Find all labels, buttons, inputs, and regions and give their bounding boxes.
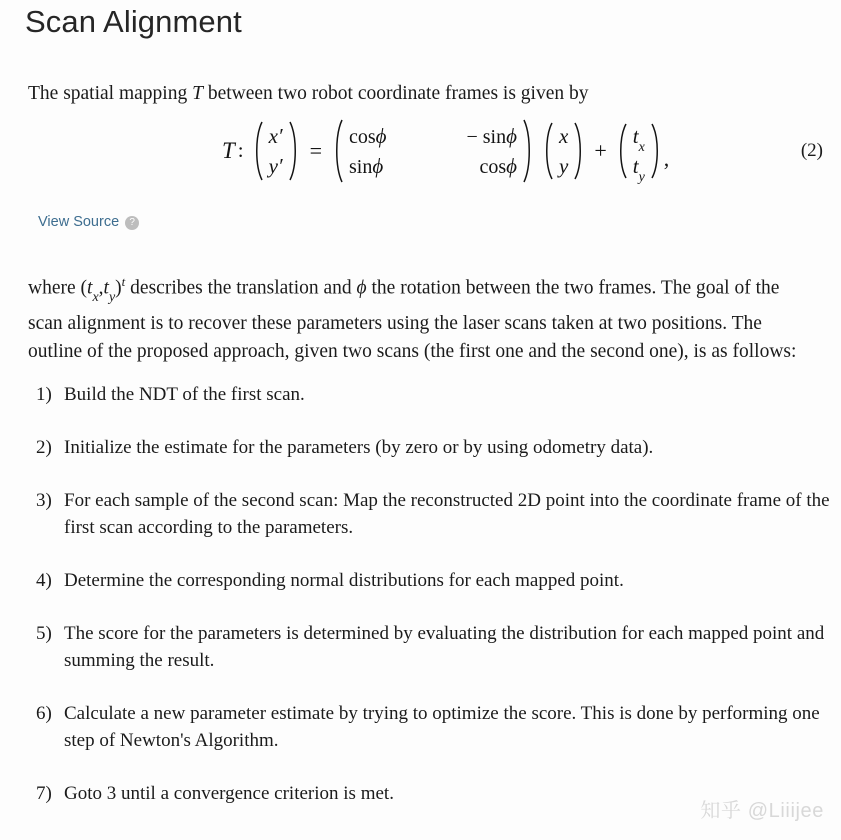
para-comma: , (98, 277, 104, 299)
para-sub-x: x (92, 290, 99, 306)
page-title: Scan Alignment (25, 4, 242, 39)
equation-plus: + (594, 138, 607, 163)
rhs-column-vector (541, 121, 586, 181)
list-item (36, 381, 836, 408)
list-item (36, 620, 836, 674)
step-marker: 4) (36, 570, 52, 591)
para-superscript-t: t (121, 274, 126, 289)
equation-equals: = (309, 138, 322, 163)
lhs-vector-x: x′ (268, 124, 283, 148)
para-segment-4: the rotation between the two frames. The goal of the scan alignment is to recover these parameters using the laser scans taken at two positions. The outline of the proposed approach, given two scans (the first one and the second one), is as follows: (28, 277, 797, 363)
paren-right-icon (288, 120, 301, 182)
watermark: 知乎 @Liiijee (700, 800, 824, 822)
matrix-cell-r1c2: − sinϕ (466, 124, 517, 148)
paren-right-icon (650, 122, 663, 180)
para-segment-1: where ( (28, 277, 88, 299)
step-text: Determine the corresponding normal distributions for each mapped point. (64, 570, 624, 591)
step-marker: 6) (36, 703, 52, 724)
rhs-vector-entries (554, 121, 573, 181)
equation-trailing-comma: , (663, 146, 670, 171)
rotation-matrix-entries (344, 118, 522, 184)
rhs-vector-x: x (558, 124, 569, 148)
step-marker: 1) (36, 384, 52, 405)
view-source-link[interactable] (38, 212, 139, 232)
translation-ty: $t_y$ (632, 154, 645, 186)
step-marker: 3) (36, 490, 52, 511)
paren-left-icon (251, 120, 264, 182)
intro-text-after: between two robot coordinate frames is given by (202, 83, 589, 104)
lhs-column-vector (251, 120, 301, 182)
step-text: Calculate a new parameter estimate by trying to optimize the score. This is done by performing one step of Newton's Algorithm. (64, 703, 820, 751)
list-item (36, 700, 836, 754)
para-sub-y: y (108, 290, 116, 306)
equation-colon: : (237, 137, 244, 162)
lhs-vector-y: y′ (268, 154, 283, 178)
steps-list (36, 381, 836, 833)
paren-left-icon (541, 121, 554, 181)
equation-expression (222, 118, 669, 184)
view-source-label: View Source (38, 214, 120, 230)
step-marker: 5) (36, 623, 52, 644)
equation-transform-label: T (222, 138, 235, 163)
list-item (36, 567, 836, 594)
paren-right-icon (522, 118, 535, 184)
step-text: Goto 3 until a convergence criterion is met. (64, 783, 394, 804)
para-t-symbol: t (87, 277, 93, 299)
translation-vector-entries (628, 122, 650, 186)
translation-vector (615, 122, 663, 186)
para-segment-3: describes the translation and (125, 277, 357, 299)
translation-tx: $t_x$ (632, 124, 645, 156)
rotation-matrix (331, 118, 535, 184)
intro-sentence (28, 80, 589, 108)
equation-number: (2) (800, 140, 823, 161)
step-text: The score for the parameters is determined by evaluating the distribution for each mapped point and summing the result. (64, 623, 825, 671)
paren-right-icon (573, 121, 586, 181)
list-item (36, 487, 836, 541)
matrix-cell-r2c1: sinϕ (348, 154, 384, 178)
paren-left-icon (331, 118, 344, 184)
equation-block (0, 118, 841, 188)
intro-text-before: The spatial mapping (28, 83, 193, 104)
step-text: Initialize the estimate for the parameters (by zero or by using odometry data). (64, 437, 654, 458)
matrix-cell-r1c1: cosϕ (348, 124, 387, 148)
step-marker: 7) (36, 783, 52, 804)
para-segment-2: ) (115, 277, 122, 299)
list-item (36, 434, 836, 461)
rhs-vector-y: y (558, 154, 569, 178)
step-text: For each sample of the second scan: Map the reconstructed 2D point into the coordinate frame of the first scan according to the parameters. (64, 490, 830, 538)
paren-left-icon (615, 122, 628, 180)
body-paragraph (28, 268, 818, 367)
para-t-symbol-2: t (103, 277, 109, 299)
para-phi-symbol: ϕ (356, 277, 367, 299)
matrix-cell-r2c2: cosϕ (479, 154, 517, 178)
help-circle-icon[interactable]: ? (125, 216, 139, 230)
step-marker: 2) (36, 437, 52, 458)
lhs-vector-entries (264, 120, 288, 182)
step-text: Build the NDT of the first scan. (64, 384, 305, 405)
intro-symbol-T: T (192, 83, 203, 104)
